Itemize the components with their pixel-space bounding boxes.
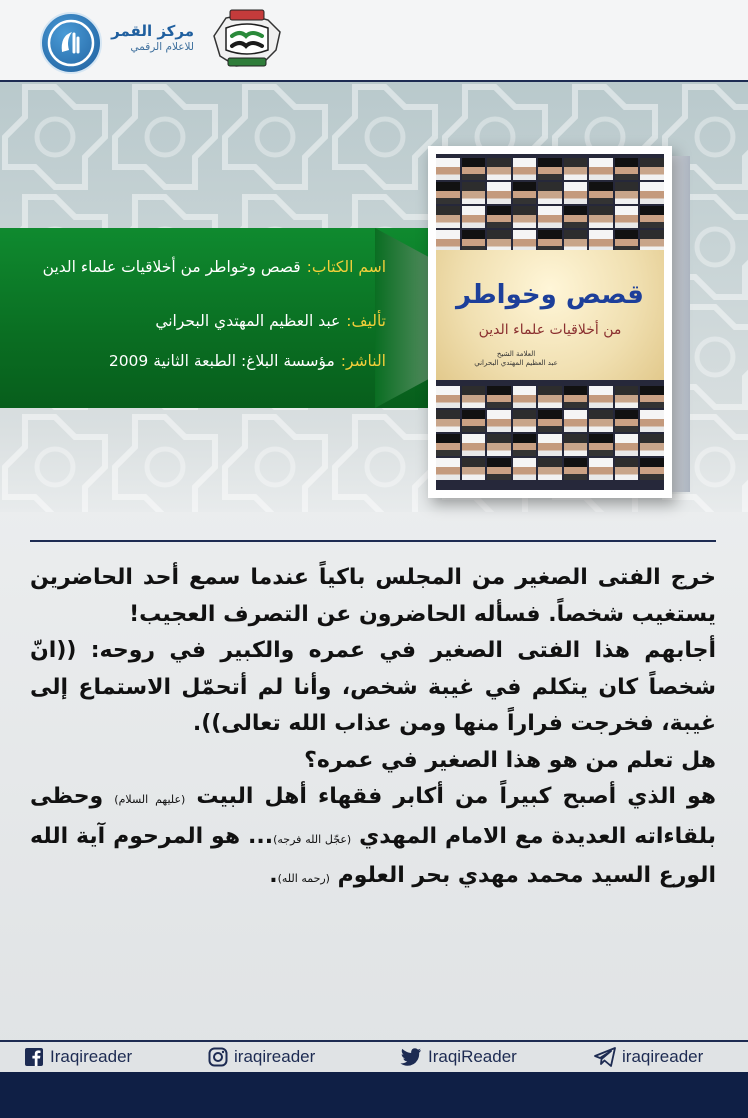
instagram-handle: iraqireader xyxy=(234,1047,316,1066)
qamar-center-logo xyxy=(40,12,102,74)
book-author-row xyxy=(26,312,386,330)
instagram-link[interactable] xyxy=(208,1046,315,1068)
honorific-ahl-albayt: (عليهم السلام) xyxy=(114,793,186,806)
instagram-icon xyxy=(208,1047,228,1067)
twitter-icon xyxy=(400,1047,422,1067)
qamar-center-text xyxy=(104,22,194,54)
twitter-handle: IraqiReader xyxy=(428,1047,517,1066)
story-paragraph-3: هل تعلم من هو هذا الصغير في عمره؟ xyxy=(304,747,716,773)
book-title-row xyxy=(26,258,386,276)
book-cover-author xyxy=(456,350,576,368)
twitter-link[interactable] xyxy=(400,1046,517,1068)
telegram-link[interactable] xyxy=(594,1046,703,1068)
content-divider xyxy=(30,540,716,542)
book-title-area xyxy=(436,250,664,380)
story-paragraph-4 xyxy=(30,779,716,898)
book-author-value: عبد العظيم المهتدي البحراني xyxy=(155,312,341,330)
portrait-grid-bottom xyxy=(436,386,664,480)
facebook-link[interactable] xyxy=(24,1046,132,1068)
story-p4-part-a: هو الذي أصبح كبيراً من أكابر فقهاء أهل البيت xyxy=(196,784,716,809)
book-publisher-value: مؤسسة البلاغ: الطبعة الثانية 2009 xyxy=(108,352,335,370)
story-text xyxy=(30,560,716,898)
story-p4-end: . xyxy=(269,863,278,888)
telegram-icon xyxy=(594,1047,616,1067)
book-title-value: قصص وخواطر من أخلاقيات علماء الدين xyxy=(42,258,301,276)
qamar-center-name: مركز القمر xyxy=(111,22,194,40)
header xyxy=(0,0,748,80)
story-paragraph-2: أجابهم هذا الفتى الصغير في عمره والكبير في روحه: ((انّ شخصاً كان يتكلم في غيبة شخص، وأنا لم أتحمّل الاستماع إلى غيبة، فخرجت فراراً منها ومن عذاب الله تعالى)). xyxy=(30,638,716,736)
story-paragraph-1: خرج الفتى الصغير من المجلس باكياً عندما سمع أحد الحاضرين يستغيب شخصاً. فسأله الحاضرون عن التصرف العجيب! xyxy=(30,565,716,627)
book-publisher-row xyxy=(26,352,386,370)
facebook-handle: Iraqireader xyxy=(50,1047,133,1066)
book-cover-subtitle: من أخلاقيات علماء الدين xyxy=(478,322,622,338)
book-cover xyxy=(428,146,672,498)
book-author-label: تأليف: xyxy=(346,312,386,330)
book-title-label: اسم الكتاب: xyxy=(306,258,386,276)
book-cover-author-line2: عبد العظيم المهتدي البحراني xyxy=(474,359,558,367)
story-p4-part-c: ... هو المرحوم آية الله الورع السيد محمد مهدي بحر العلوم xyxy=(30,823,716,888)
iraqi-reader-logo xyxy=(206,6,288,72)
qamar-center-subtitle: للاعلام الرقمي xyxy=(130,41,194,53)
footer-divider xyxy=(0,1040,748,1042)
book-cover-author-line1: العلامة الشيخ xyxy=(496,350,536,358)
book-publisher-label: الناشر: xyxy=(340,352,386,370)
story-p4-part-b: وحظى بلقاءاته العديدة مع الامام المهدي xyxy=(30,784,716,849)
footer-bar xyxy=(0,1072,748,1118)
book-cover-artwork xyxy=(436,154,664,490)
honorific-rahimahullah: (رحمه الله) xyxy=(277,872,330,885)
facebook-icon xyxy=(24,1047,44,1067)
honorific-mahdi: (عجّل الله فرجه) xyxy=(273,832,352,846)
telegram-handle: iraqireader xyxy=(622,1047,704,1066)
portrait-grid-top xyxy=(436,158,664,252)
book-cover-title: قصص وخواطر xyxy=(456,280,644,310)
book-spine xyxy=(672,156,690,492)
